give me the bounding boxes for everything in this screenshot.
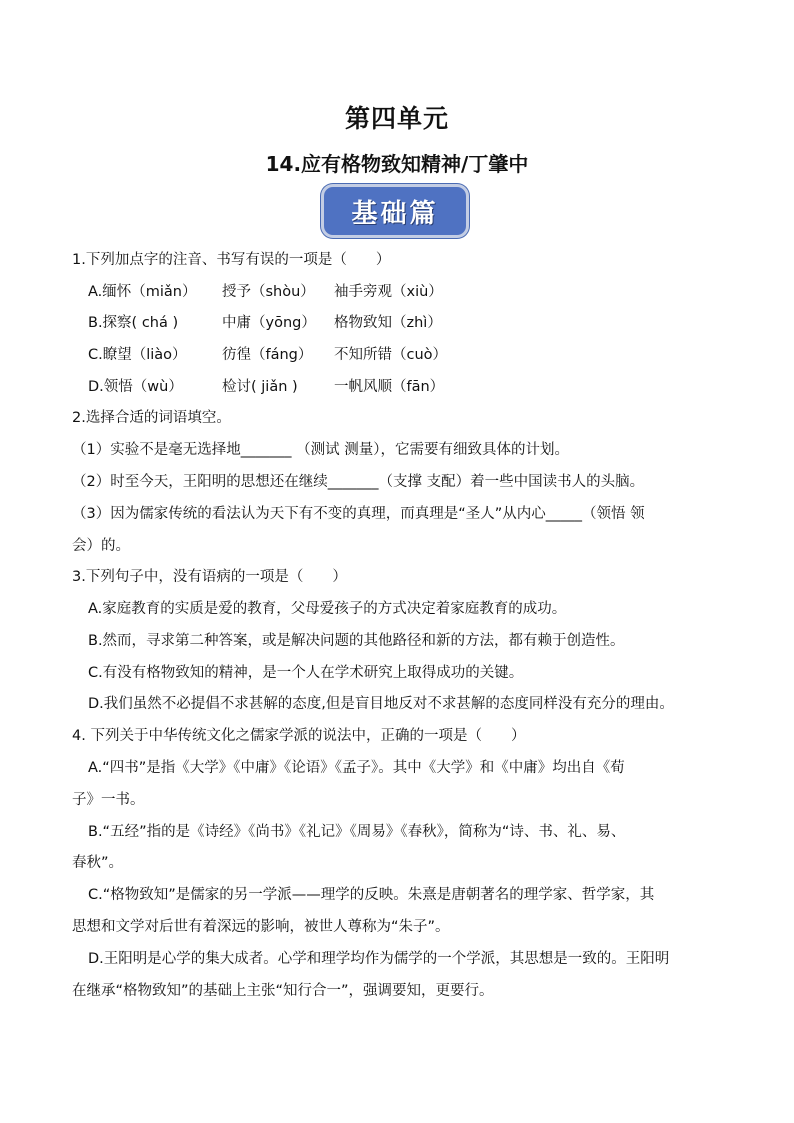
lesson-title: 14.应有格物致知精神/丁肇中 [265, 152, 529, 176]
q4-option-b-cont: 春秋”。 [72, 855, 124, 871]
q2-item-3-cont: 会）的。 [72, 538, 130, 554]
q1-option-d-1: D.领悟（wù） [88, 379, 183, 395]
unit-title: 第四单元 [344, 104, 449, 133]
q4-option-c-cont: 思想和文学对后世有着深远的影响，被世人尊称为“朱子”。 [72, 919, 450, 935]
q1-option-d-3: 一帆风顺（fān） [334, 379, 445, 395]
q4-option-d: D.王阳明是心学的集大成者。心学和理学均作为儒学的一个学派，其思想是一致的。王阳明 [88, 951, 670, 967]
q4-option-a-cont: 子》一书。 [72, 792, 145, 808]
q1-option-c-2: 彷徨（fáng） [222, 347, 313, 363]
q3-option-c: C.有没有格物致知的精神，是一个人在学术研究上取得成功的关键。 [88, 665, 524, 681]
q2-item-2: （2）时至今天，王阳明的思想还在继续_______（支撑 支配）着一些中国读书人的头脑。 [72, 474, 645, 490]
q1-option-c-3: 不知所错（cuò） [334, 347, 448, 363]
question-4-stem: 4. 下列关于中华传统文化之儒家学派的说法中，正确的一项是（ ） [72, 728, 526, 744]
question-3-stem: 3.下列句子中，没有语病的一项是（ ） [72, 569, 347, 585]
q1-option-a-3: 袖手旁观（xiù） [334, 284, 443, 300]
q2-item-3: （3）因为儒家传统的看法认为天下有不变的真理，而真理是“圣人”从内心_____（领悟 领 [72, 506, 645, 522]
q4-option-a: A.“四书”是指《大学》《中庸》《论语》《孟子》。其中《大学》和《中庸》均出自《荀 [88, 760, 625, 776]
q3-option-d: D.我们虽然不必提倡不求甚解的态度,但是盲目地反对不求甚解的态度同样没有充分的理由。 [88, 696, 674, 712]
section-badge-label: 基础篇 [351, 198, 439, 229]
q1-option-b-3: 格物致知（zhì） [334, 315, 442, 331]
q3-option-a: A.家庭教育的实质是爱的教育，父母爱孩子的方式决定着家庭教育的成功。 [88, 601, 567, 617]
question-2-stem: 2.选择合适的词语填空。 [72, 410, 231, 426]
q4-option-c: C.“格物致知”是儒家的另一学派——理学的反映。朱熹是唐朝著名的理学家、哲学家，其 [88, 887, 655, 903]
q2-item-1: （1）实验不是毫无选择地_______ （测试 测量），它需要有细致具体的计划。 [72, 442, 569, 458]
q1-option-a-1: A.缅怀（miǎn） [88, 284, 197, 300]
q1-option-a-2: 授予（shòu） [222, 284, 315, 300]
q1-option-b-2: 中庸（yōng） [222, 315, 316, 331]
question-1-stem: 1.下列加点字的注音、书写有误的一项是（ ） [72, 252, 391, 268]
q1-option-b-1: B.探察( chá ) [88, 315, 179, 331]
q1-option-d-2: 检讨( jiǎn ) [222, 379, 298, 395]
q1-option-c-1: C.瞭望（liào） [88, 347, 187, 363]
section-badge [321, 184, 469, 238]
q4-option-b: B.“五经”指的是《诗经》《尚书》《礼记》《周易》《春秋》，简称为“诗、书、礼、易、 [88, 824, 626, 840]
q4-option-d-cont: 在继承“格物致知”的基础上主张“知行合一”，强调要知，更要行。 [72, 983, 494, 999]
q3-option-b: B.然而，寻求第二种答案，或是解决问题的其他路径和新的方法，都有赖于创造性。 [88, 633, 625, 649]
